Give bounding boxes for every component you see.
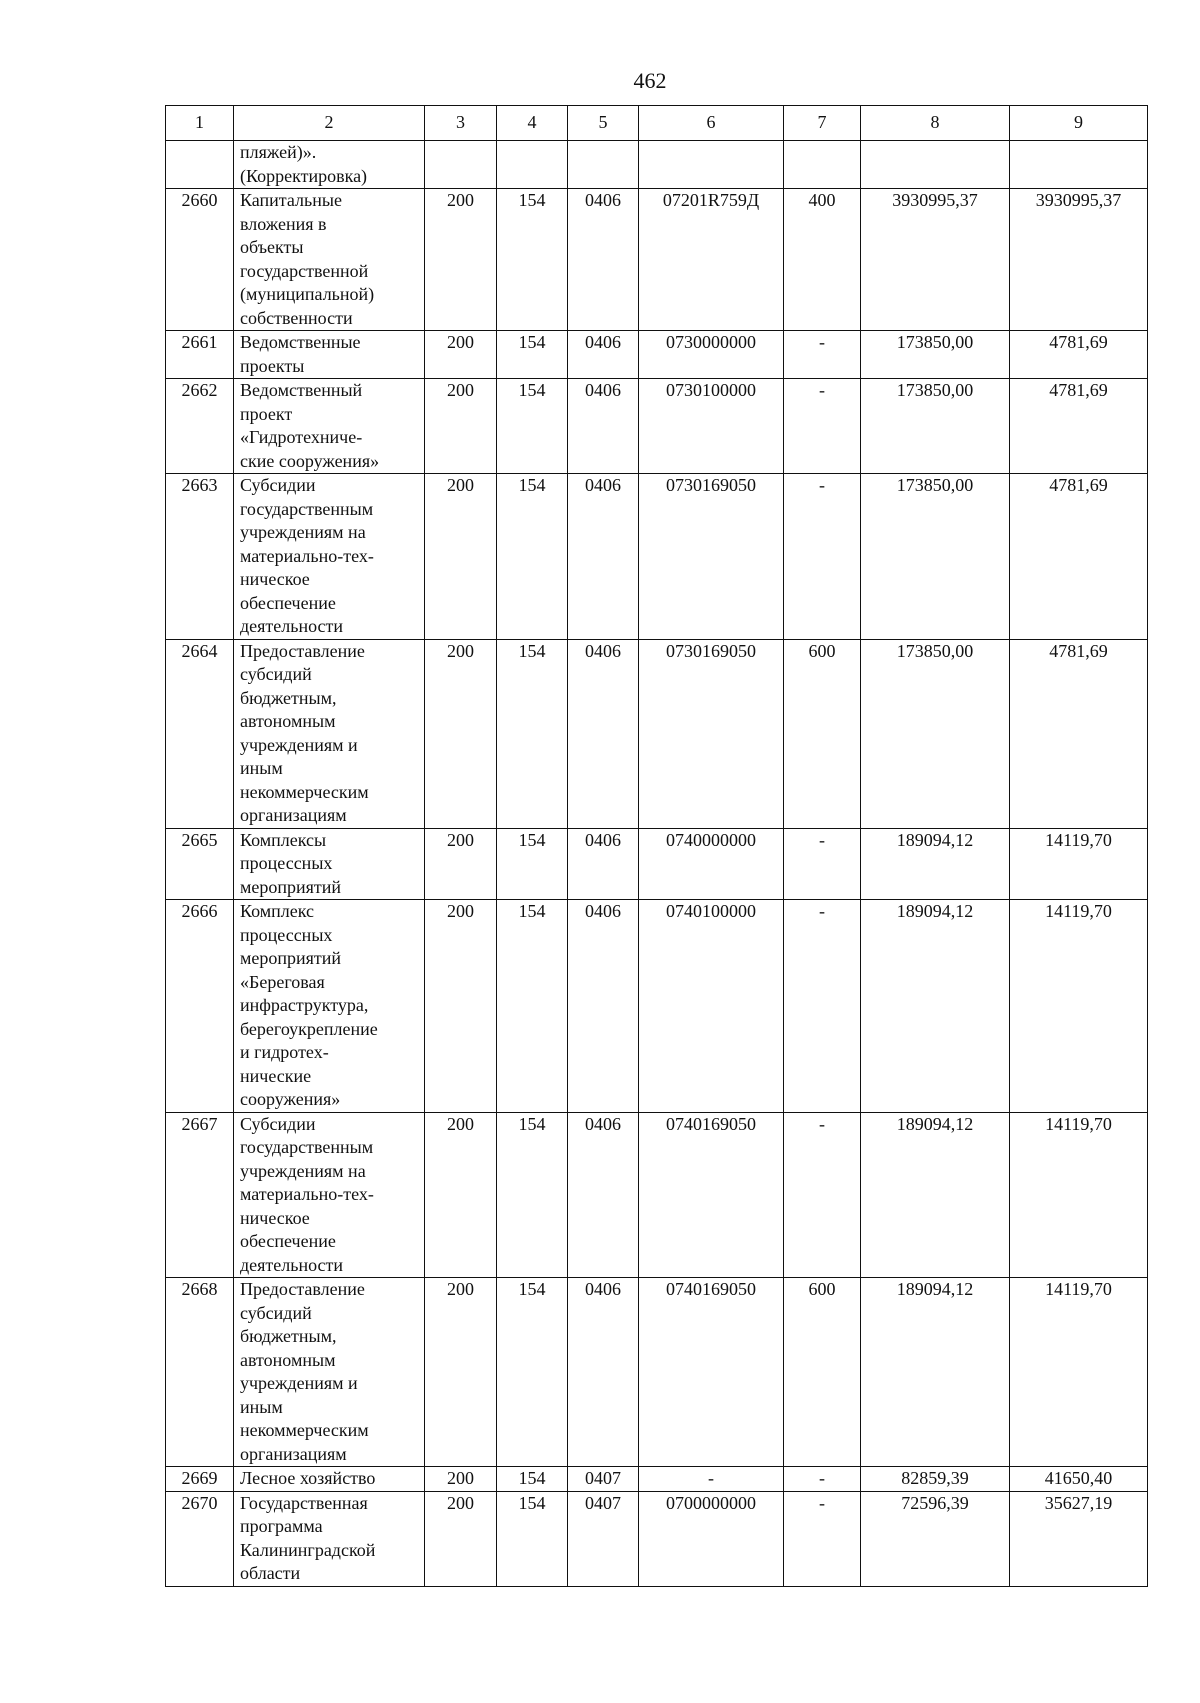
col-4-cell: 154 (497, 331, 568, 379)
row-number-cell: 2661 (166, 331, 234, 379)
header-row (166, 106, 1148, 141)
name-line: Капитальные (240, 190, 342, 210)
name-line: учреждениям и (240, 1373, 358, 1393)
name-line: бюджетным, (240, 687, 337, 708)
name-line: процессных (240, 924, 333, 945)
row-name-cell (234, 828, 425, 900)
column-header-4: 4 (497, 106, 568, 141)
col-5-cell: 0406 (568, 639, 639, 828)
name-line: Калининградской (240, 1539, 376, 1560)
col-7-expense-type-cell: - (784, 1467, 861, 1492)
table-body (166, 141, 1148, 1587)
row-number-cell: 2670 (166, 1491, 234, 1586)
name-line: бюджетным, (240, 1326, 337, 1346)
col-4-cell: 154 (497, 639, 568, 828)
col-5-cell: 0406 (568, 900, 639, 1113)
column-header-9: 9 (1010, 106, 1148, 141)
name-line: деятельности (240, 1254, 344, 1275)
col-6-target-article-cell: 0730000000 (639, 331, 784, 379)
table-row (166, 900, 1148, 1113)
row-number-cell: 2666 (166, 900, 234, 1113)
name-line: автономным (240, 711, 336, 731)
col-4-cell: 154 (497, 379, 568, 474)
column-header-7: 7 (784, 106, 861, 141)
name-line: инфраструктура, (240, 995, 369, 1015)
row-name-cell (234, 1278, 425, 1467)
name-line: Ведомственные (240, 332, 361, 352)
name-line: учреждениям на (240, 1160, 366, 1181)
name-line: нические (240, 1065, 312, 1086)
col-3-cell: 200 (425, 1112, 497, 1278)
table-row (166, 1467, 1148, 1492)
name-line: Ведомственный (240, 380, 363, 400)
col-7-expense-type-cell: - (784, 1112, 861, 1278)
col-7-expense-type-cell: - (784, 900, 861, 1113)
name-line: учреждениям и (240, 734, 358, 755)
row-name-cell (234, 1112, 425, 1278)
name-line: «Гидротехниче- (240, 427, 363, 447)
name-line: Субсидии (240, 1113, 316, 1134)
name-line: организациям (240, 805, 347, 825)
row-name-cell (234, 189, 425, 331)
col-6-target-article-cell (639, 141, 784, 189)
col-9-amount-cell: 4781,69 (1010, 474, 1148, 640)
col-3-cell: 200 (425, 1491, 497, 1586)
col-5-cell: 0406 (568, 828, 639, 900)
col-5-cell: 0406 (568, 189, 639, 331)
name-line: иным (240, 1396, 283, 1417)
col-5-cell: 0407 (568, 1467, 639, 1492)
table-row (166, 639, 1148, 828)
col-3-cell (425, 141, 497, 189)
row-name-cell (234, 379, 425, 474)
col-6-target-article-cell: 0740169050 (639, 1278, 784, 1467)
column-header-8: 8 (861, 106, 1010, 141)
col-9-amount-cell: 14119,70 (1010, 1112, 1148, 1278)
name-line: сооружения» (240, 1089, 341, 1109)
name-line: Комплексы (240, 829, 327, 850)
row-number-cell: 2667 (166, 1112, 234, 1278)
col-4-cell: 154 (497, 189, 568, 331)
name-line: программа (240, 1516, 323, 1536)
table-row (166, 189, 1148, 331)
name-line: «Береговая (240, 971, 325, 992)
table-row (166, 1491, 1148, 1586)
row-name-cell (234, 474, 425, 640)
col-8-amount-cell: 173850,00 (861, 379, 1010, 474)
row-number-cell: 2669 (166, 1467, 234, 1492)
col-8-amount-cell: 3930995,37 (861, 189, 1010, 331)
name-line: берегоукрепление (240, 1018, 378, 1039)
col-9-amount-cell (1010, 141, 1148, 189)
col-8-amount-cell: 72596,39 (861, 1491, 1010, 1586)
column-header-3: 3 (425, 106, 497, 141)
col-6-target-article-cell: 0740169050 (639, 1112, 784, 1278)
col-4-cell: 154 (497, 828, 568, 900)
name-line: вложения в (240, 213, 327, 234)
name-line: собственности (240, 307, 353, 328)
name-line: деятельности (240, 616, 344, 636)
col-4-cell: 154 (497, 1467, 568, 1492)
name-line: автономным (240, 1349, 336, 1370)
name-line: Комплекс (240, 901, 315, 921)
col-9-amount-cell: 4781,69 (1010, 639, 1148, 828)
name-line: объекты (240, 237, 304, 257)
name-line: Субсидии (240, 475, 316, 495)
col-5-cell: 0406 (568, 331, 639, 379)
name-line: некоммерческим (240, 781, 369, 802)
col-6-target-article-cell: 0740100000 (639, 900, 784, 1113)
col-9-amount-cell: 14119,70 (1010, 828, 1148, 900)
col-3-cell: 200 (425, 639, 497, 828)
col-3-cell: 200 (425, 331, 497, 379)
col-7-expense-type-cell (784, 141, 861, 189)
col-9-amount-cell: 4781,69 (1010, 331, 1148, 379)
table-row (166, 379, 1148, 474)
col-8-amount-cell (861, 141, 1010, 189)
col-7-expense-type-cell: 400 (784, 189, 861, 331)
col-8-amount-cell: 189094,12 (861, 828, 1010, 900)
col-3-cell: 200 (425, 900, 497, 1113)
col-5-cell (568, 141, 639, 189)
table-row (166, 474, 1148, 640)
col-5-cell: 0407 (568, 1491, 639, 1586)
col-6-target-article-cell: - (639, 1467, 784, 1492)
col-8-amount-cell: 173850,00 (861, 474, 1010, 640)
col-4-cell (497, 141, 568, 189)
col-3-cell: 200 (425, 189, 497, 331)
col-9-amount-cell: 4781,69 (1010, 379, 1148, 474)
row-name-cell (234, 331, 425, 379)
name-line: мероприятий (240, 876, 342, 897)
name-line: ническое (240, 569, 310, 589)
col-7-expense-type-cell: - (784, 1491, 861, 1586)
col-8-amount-cell: 189094,12 (861, 1112, 1010, 1278)
name-line: Лесное хозяйство (240, 1468, 376, 1488)
col-7-expense-type-cell: - (784, 379, 861, 474)
row-name-cell (234, 639, 425, 828)
row-number-cell: 2665 (166, 828, 234, 900)
name-line: учреждениям на (240, 522, 366, 542)
row-name-cell (234, 1467, 425, 1492)
table-row (166, 331, 1148, 379)
name-line: обеспечение (240, 592, 336, 613)
col-4-cell: 154 (497, 1112, 568, 1278)
name-line: процессных (240, 853, 333, 873)
col-6-target-article-cell: 0700000000 (639, 1491, 784, 1586)
col-6-target-article-cell: 0740000000 (639, 828, 784, 900)
column-header-6: 6 (639, 106, 784, 141)
col-8-amount-cell: 173850,00 (861, 639, 1010, 828)
col-8-amount-cell: 82859,39 (861, 1467, 1010, 1492)
table-row (166, 1112, 1148, 1278)
name-line: ническое (240, 1207, 310, 1228)
name-line: субсидий (240, 1302, 312, 1323)
name-line: государственным (240, 498, 374, 519)
row-name-cell (234, 1491, 425, 1586)
row-number-cell (166, 141, 234, 189)
col-5-cell: 0406 (568, 379, 639, 474)
name-line: проекты (240, 355, 305, 376)
name-line: организациям (240, 1443, 347, 1464)
name-line: (Корректировка) (240, 165, 368, 186)
col-7-expense-type-cell: 600 (784, 639, 861, 828)
col-4-cell: 154 (497, 1491, 568, 1586)
col-9-amount-cell: 3930995,37 (1010, 189, 1148, 331)
table-row (166, 1278, 1148, 1467)
col-7-expense-type-cell: - (784, 828, 861, 900)
col-3-cell: 200 (425, 474, 497, 640)
name-line: мероприятий (240, 948, 342, 968)
col-6-target-article-cell: 0730169050 (639, 474, 784, 640)
col-6-target-article-cell: 0730100000 (639, 379, 784, 474)
column-header-1: 1 (166, 106, 234, 141)
name-line: государственным (240, 1137, 374, 1157)
name-line: субсидий (240, 664, 312, 684)
col-3-cell: 200 (425, 828, 497, 900)
row-name-cell (234, 900, 425, 1113)
col-4-cell: 154 (497, 474, 568, 640)
budget-table (165, 105, 1148, 1587)
table-row (166, 828, 1148, 900)
col-6-target-article-cell: 0730169050 (639, 639, 784, 828)
col-4-cell: 154 (497, 900, 568, 1113)
col-8-amount-cell: 189094,12 (861, 900, 1010, 1113)
row-number-cell: 2660 (166, 189, 234, 331)
col-9-amount-cell: 14119,70 (1010, 1278, 1148, 1467)
col-7-expense-type-cell: - (784, 474, 861, 640)
column-header-5: 5 (568, 106, 639, 141)
column-header-2: 2 (234, 106, 425, 141)
name-line: государственной (240, 260, 369, 281)
row-number-cell: 2662 (166, 379, 234, 474)
col-5-cell: 0406 (568, 1278, 639, 1467)
name-line: Предоставление (240, 1279, 365, 1299)
name-line: и гидротех- (240, 1042, 329, 1062)
col-9-amount-cell: 14119,70 (1010, 900, 1148, 1113)
name-line: материально-тех- (240, 1184, 374, 1204)
col-5-cell: 0406 (568, 474, 639, 640)
row-number-cell: 2663 (166, 474, 234, 640)
name-line: Государственная (240, 1492, 368, 1513)
row-number-cell: 2664 (166, 639, 234, 828)
name-line: обеспечение (240, 1231, 336, 1251)
name-line: ские сооружения» (240, 450, 380, 471)
name-line: некоммерческим (240, 1420, 369, 1440)
name-line: Предоставление (240, 640, 365, 661)
name-line: (муниципальной) (240, 284, 375, 304)
name-line: пляжей)». (240, 142, 317, 162)
name-line: проект (240, 403, 293, 424)
name-line: иным (240, 758, 283, 778)
row-number-cell: 2668 (166, 1278, 234, 1467)
name-line: области (240, 1563, 301, 1583)
col-3-cell: 200 (425, 1467, 497, 1492)
table-row (166, 141, 1148, 189)
col-4-cell: 154 (497, 1278, 568, 1467)
name-line: материально-тех- (240, 545, 374, 566)
col-8-amount-cell: 189094,12 (861, 1278, 1010, 1467)
col-7-expense-type-cell: - (784, 331, 861, 379)
page-number: 462 (633, 68, 667, 93)
col-3-cell: 200 (425, 379, 497, 474)
col-9-amount-cell: 41650,40 (1010, 1467, 1148, 1492)
col-9-amount-cell: 35627,19 (1010, 1491, 1148, 1586)
col-7-expense-type-cell: 600 (784, 1278, 861, 1467)
table-header (166, 106, 1148, 141)
col-3-cell: 200 (425, 1278, 497, 1467)
col-5-cell: 0406 (568, 1112, 639, 1278)
row-name-cell (234, 141, 425, 189)
col-8-amount-cell: 173850,00 (861, 331, 1010, 379)
col-6-target-article-cell: 07201R759Д (639, 189, 784, 331)
